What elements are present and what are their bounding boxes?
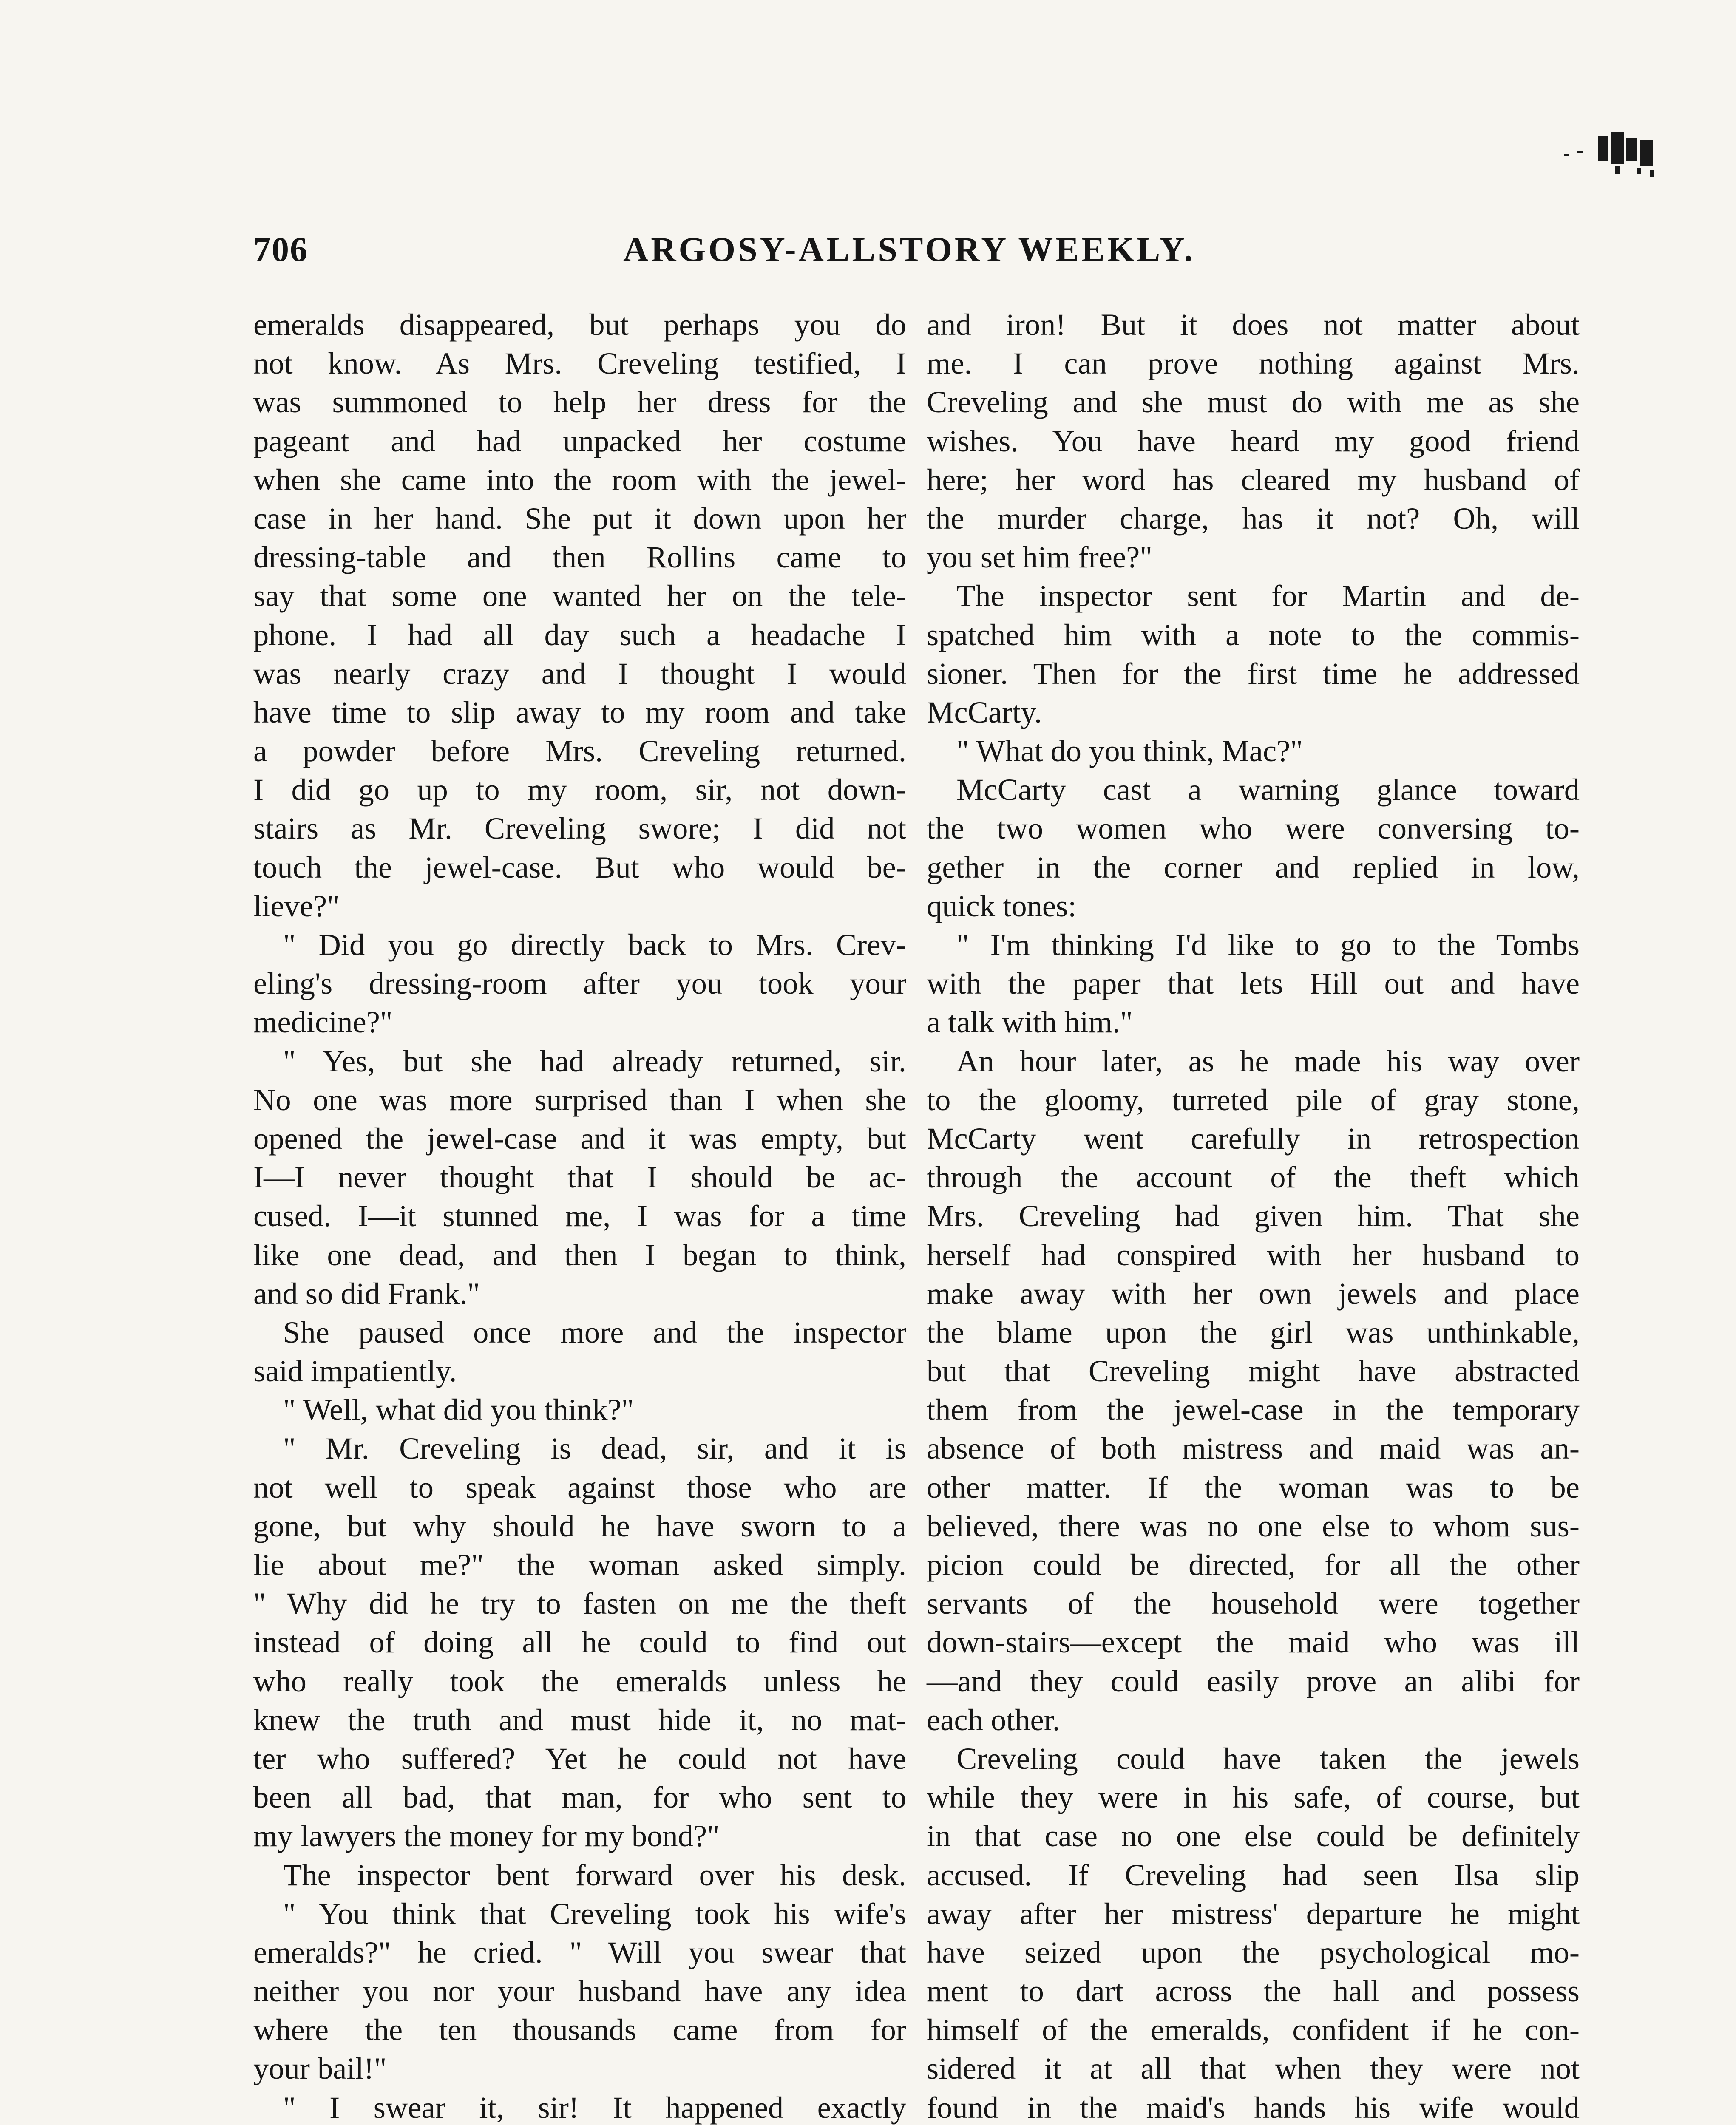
text-line: and iron! But it does not matter about <box>927 307 1580 342</box>
text-line: the blame upon the girl was unthinkable, <box>927 1315 1580 1349</box>
text-line: " Yes, but she had already returned, sir. <box>283 1043 906 1078</box>
text-line: in that case no one else could be definitely <box>927 1819 1580 1853</box>
text-line: have seized upon the psychological mo- <box>927 1935 1580 1969</box>
text-line: neither you nor your husband have any idea <box>253 1974 906 2009</box>
text-line: Creveling could have taken the jewels <box>956 1741 1580 1776</box>
text-line: ment to dart across the hall and possess <box>927 1974 1580 2009</box>
page-header <box>253 230 1580 276</box>
text-line: " Did you go directly back to Mrs. Crev- <box>283 927 906 962</box>
ink-smudge-mark <box>1552 128 1662 187</box>
text-line: " I swear it, sir! It happened exactly <box>283 2090 906 2125</box>
text-line: sidered it at all that when they were not <box>927 2051 1580 2086</box>
text-line: herself had conspired with her husband to <box>927 1237 1580 1272</box>
text-line: McCarty went carefully in retrospection <box>927 1121 1580 1156</box>
text-line: make away with her own jewels and place <box>927 1276 1580 1311</box>
text-line: them from the jewel-case in the temporary <box>927 1392 1580 1427</box>
right-text-column <box>927 305 1580 2125</box>
text-line: dressing-table and then Rollins came to <box>253 540 906 575</box>
text-line: but that Creveling might have abstracted <box>927 1354 1580 1388</box>
text-line: stairs as Mr. Creveling swore; I did not <box>253 811 906 846</box>
text-line: a talk with him." <box>927 1005 1133 1040</box>
text-line: other matter. If the woman was to be <box>927 1470 1580 1504</box>
text-line: through the account of the theft which <box>927 1160 1580 1195</box>
text-line: case in her hand. She put it down upon her <box>253 501 906 536</box>
text-line: instead of doing all he could to find out <box>253 1625 906 1660</box>
text-line: lie about me?" the woman asked simply. <box>253 1547 906 1582</box>
text-line: An hour later, as he made his way over <box>956 1043 1580 1078</box>
text-line: been all bad, that man, for who sent to <box>253 1780 906 1815</box>
text-line: not well to speak against those who are <box>253 1470 906 1504</box>
text-line: not know. As Mrs. Creveling testified, I <box>253 346 906 381</box>
text-line: gone, but why should he have sworn to a <box>253 1508 906 1543</box>
text-line: your bail!" <box>253 2051 387 2086</box>
text-line: himself of the emeralds, confident if he con- <box>927 2012 1580 2047</box>
text-line: pageant and had unpacked her costume <box>253 423 906 458</box>
text-line: away after her mistress' departure he might <box>927 1896 1580 1931</box>
text-line: " You think that Creveling took his wife's <box>283 1896 906 1931</box>
text-line: the murder charge, has it not? Oh, will <box>927 501 1580 536</box>
text-line: lieve?" <box>253 888 340 923</box>
running-title: ARGOSY-ALLSTORY WEEKLY. <box>623 230 1195 269</box>
text-line: each other. <box>927 1702 1061 1737</box>
text-line: eling's dressing-room after you took your <box>253 966 906 1001</box>
text-line: to the gloomy, turreted pile of gray stone, <box>927 1082 1580 1117</box>
text-line: " Why did he try to fasten on me the theft <box>253 1586 906 1621</box>
text-line: while they were in his safe, of course, but <box>927 1780 1580 1815</box>
text-line: emeralds?" he cried. " Will you swear that <box>253 1935 906 1969</box>
text-line: I did go up to my room, sir, not down- <box>253 772 906 807</box>
text-line: " I'm thinking I'd like to go to the Tombs <box>956 927 1580 962</box>
text-line: like one dead, and then I began to think, <box>253 1237 906 1272</box>
text-line: " Mr. Creveling is dead, sir, and it is <box>283 1431 906 1466</box>
text-line: phone. I had all day such a headache I <box>253 617 906 652</box>
text-line: spatched him with a note to the commis- <box>927 617 1580 652</box>
text-line: have time to slip away to my room and take <box>253 694 906 729</box>
text-line: —and they could easily prove an alibi for <box>927 1663 1580 1698</box>
text-line: The inspector sent for Martin and de- <box>956 578 1580 613</box>
text-line: Creveling and she must do with me as she <box>927 385 1580 419</box>
text-line: servants of the household were together <box>927 1586 1580 1621</box>
text-line: Mrs. Creveling had given him. That she <box>927 1198 1580 1233</box>
text-line: said impatiently. <box>253 1354 457 1388</box>
text-line: " Well, what did you think?" <box>283 1392 634 1427</box>
text-line: me. I can prove nothing against Mrs. <box>927 346 1580 381</box>
text-line: wishes. You have heard my good friend <box>927 423 1580 458</box>
text-line: touch the jewel-case. But who would be- <box>253 850 906 884</box>
text-line: where the ten thousands came from for <box>253 2012 906 2047</box>
text-line: ter who suffered? Yet he could not have <box>253 1741 906 1776</box>
text-line: sioner. Then for the first time he addressed <box>927 656 1580 691</box>
text-line: absence of both mistress and maid was an- <box>927 1431 1580 1466</box>
text-line: here; her word has cleared my husband of <box>927 462 1580 497</box>
text-line: " What do you think, Mac?" <box>956 734 1303 768</box>
text-line: knew the truth and must hide it, no mat- <box>253 1702 906 1737</box>
text-line: emeralds disappeared, but perhaps you do <box>253 307 906 342</box>
text-line: the two women who were conversing to- <box>927 811 1580 846</box>
text-line: opened the jewel-case and it was empty, but <box>253 1121 906 1156</box>
text-line: believed, there was no one else to whom sus- <box>927 1508 1580 1543</box>
text-line: I—I never thought that I should be ac- <box>253 1160 906 1195</box>
text-line: was summoned to help her dress for the <box>253 385 906 419</box>
text-line: McCarty. <box>927 694 1042 729</box>
text-line: you set him free?" <box>927 540 1152 575</box>
left-text-column <box>253 305 906 2125</box>
text-line: a powder before Mrs. Creveling returned. <box>253 734 906 768</box>
text-line: accused. If Creveling had seen Ilsa slip <box>927 1857 1580 1892</box>
text-line: my lawyers the money for my bond?" <box>253 1819 720 1853</box>
text-line: quick tones: <box>927 888 1077 923</box>
text-line: was nearly crazy and I thought I would <box>253 656 906 691</box>
text-line: found in the maid's hands his wife would <box>927 2090 1580 2125</box>
text-line: cused. I—it stunned me, I was for a time <box>253 1198 906 1233</box>
page-number: 706 <box>253 230 308 269</box>
text-line: picion could be directed, for all the other <box>927 1547 1580 1582</box>
text-line: and so did Frank." <box>253 1276 480 1311</box>
text-line: McCarty cast a warning glance toward <box>956 772 1580 807</box>
text-line: medicine?" <box>253 1005 393 1040</box>
text-line: The inspector bent forward over his desk. <box>283 1857 906 1892</box>
text-line: down-stairs—except the maid who was ill <box>927 1625 1580 1660</box>
text-line: gether in the corner and replied in low, <box>927 850 1580 884</box>
text-line: She paused once more and the inspector <box>283 1315 906 1349</box>
text-line: say that some one wanted her on the tele- <box>253 578 906 613</box>
text-line: who really took the emeralds unless he <box>253 1663 906 1698</box>
text-line: No one was more surprised than I when she <box>253 1082 906 1117</box>
text-line: when she came into the room with the jewel- <box>253 462 906 497</box>
text-line: with the paper that lets Hill out and have <box>927 966 1580 1001</box>
